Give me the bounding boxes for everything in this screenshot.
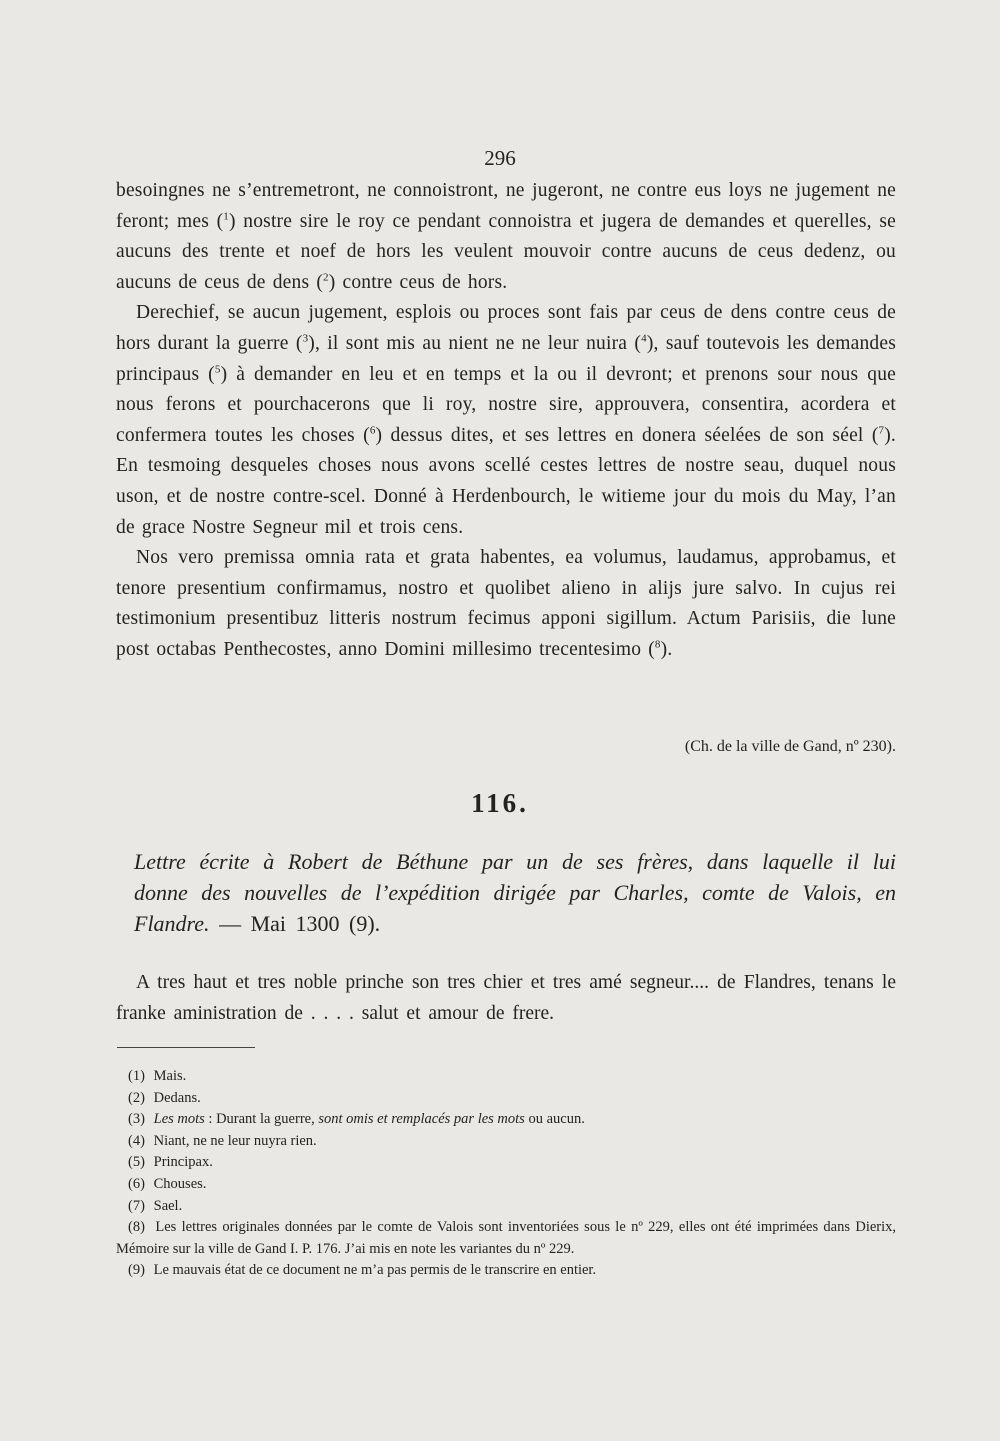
footnote-ref: 7 [878,424,885,437]
text-run: ), sauf toutevois les demandes principaus ( [116,332,896,385]
footnote-text: Sael. [153,1197,183,1214]
footnote-text: Principax. [153,1154,213,1171]
text-run: ), il sont mis au nient ne ne leur nuira ( [308,332,642,354]
footnote-ref: 2 [323,271,329,284]
footnote-2 [116,1088,896,1110]
footnote-text: Le mauvais état de ce document ne m’a pas permis de le transcrire en entier. [153,1262,597,1279]
page-number: 296 [484,146,516,170]
footnote-ref: 8 [654,638,661,651]
text-run: ) dessus dites, et ses lettres en donera séelées de son séel ( [375,424,879,446]
footnote-ref: 1 [223,210,229,223]
footnote-text: ou aucun. [524,1111,585,1128]
footnote-marker: (9) [128,1262,145,1279]
footnote-text: Mais. [153,1068,187,1084]
footnote-text: Dedans. [153,1089,201,1106]
footnote-marker: (2) [128,1089,145,1106]
footnote-ref: 5 [214,363,221,376]
text-run: Derechief, se aucun jugement, esplois ou proces sont fais par ceus de dens contre ceus de hors durant la guerre ( [116,302,896,354]
footnote-text: Les lettres originales données par le comte de Valois sont inventoriées sous le nº 229, elles ont été imprimées dans Dierix, Mémoire sur la ville de Gand I. P. 176. J’ai mis en note les variantes du nº 229. [116,1219,897,1257]
text-run: ) à demander en leu et en temps et la ou il devront; et prenons sour nous que nous ferons et pourchacerons que li roy, nostre sire, approuvera, consentira, acordera et confermera toutes les choses ( [116,363,897,446]
source-citation: (Ch. de la ville de Gand, nº 230). [684,738,896,755]
letter-text [116,968,896,1029]
footnote-italic: Les mots [153,1111,205,1128]
footnote-5 [116,1152,896,1174]
footnote-text: Chouses. [153,1175,207,1192]
text-run: Nos vero premissa omnia rata et grata habentes, ea volumus, laudamus, approbamus, et tenore presentium confirmamus, nostro et quolibet alieno in alijs jure salvo. In cujus rei testimonium presentibuz litteris nostrum fecimus apponi sigillum. Actum Parisiis, die lune post octabas Penthecostes, anno Domini millesimo trecentesimo ( [116,547,896,660]
footnote-marker: (5) [128,1154,145,1171]
footnote-text: : Durant la guerre, [204,1111,319,1128]
text-run: ) contre ceus de hors. [328,271,508,293]
footnote-divider [117,1047,255,1048]
footnote-3 [116,1109,896,1131]
footnote-marker: (3) [128,1111,145,1128]
footnote-ref: 3 [302,332,309,345]
footnote-marker: (4) [128,1132,145,1149]
paragraph-1 [116,176,896,298]
main-text [116,176,896,666]
footnote-4 [116,1131,896,1153]
text-run: ). [660,638,673,660]
letter-paragraph: A tres haut et tres noble princhе son tres chier et tres amé segneur.... de Flandres, tenans le franke aministration de . . . . salut et amour de frere. [116,972,896,1024]
footnote-6 [116,1174,896,1196]
footnote-marker: (1) [128,1068,145,1084]
footnote-italic: sont omis et remplacés par les mots [318,1111,525,1128]
paragraph-2 [116,298,896,543]
footnote-marker: (7) [128,1197,145,1214]
footnote-7 [116,1196,896,1218]
text-run: ) nostre sire le roy ce pendant connoistra et jugera de demandes et querelles, se aucuns des trente et noef de hors les veulent mouvoir contre aucuns de ceus dedenz, ou aucuns de ceus de dens ( [116,210,896,293]
footnote-ref: 4 [641,332,647,345]
document-title [116,846,896,939]
document-number: 116. [471,788,529,818]
title-italic: Lettre écrite à Robert de Béthune par un de ses frères, dans laquelle il lui donne des nouvelles de l’expédition dirigée par Charles, comte de Valois, en Flandre. [134,849,896,936]
text-run: besoingnes ne s’entremetront, ne connoistront, ne jugeront, ne contre eus loys ne jugement ne feront; mes ( [116,180,896,232]
footnote-text: Niant, ne ne leur nuyra rien. [153,1132,317,1149]
text-run: ). En tesmoing desqueles choses nous avons scellé cestes lettres de nostre seau, duquel nous uson, et de nostre contre-scel. Donné à Herdenbourch, le witieme jour du mois du May, l’an de grace Nostre Segneur mil et trois cens. [116,424,896,538]
footnote-1 [116,1066,896,1088]
footnote-8 [116,1217,896,1260]
footnote-ref: 6 [369,424,376,437]
title-date: — Mai 1300 (9). [209,911,381,936]
footnote-marker: (6) [128,1175,145,1192]
footnote-9 [116,1260,896,1282]
footnotes [116,1066,896,1282]
paragraph-3 [116,543,896,665]
footnote-marker: (8) [128,1219,145,1236]
